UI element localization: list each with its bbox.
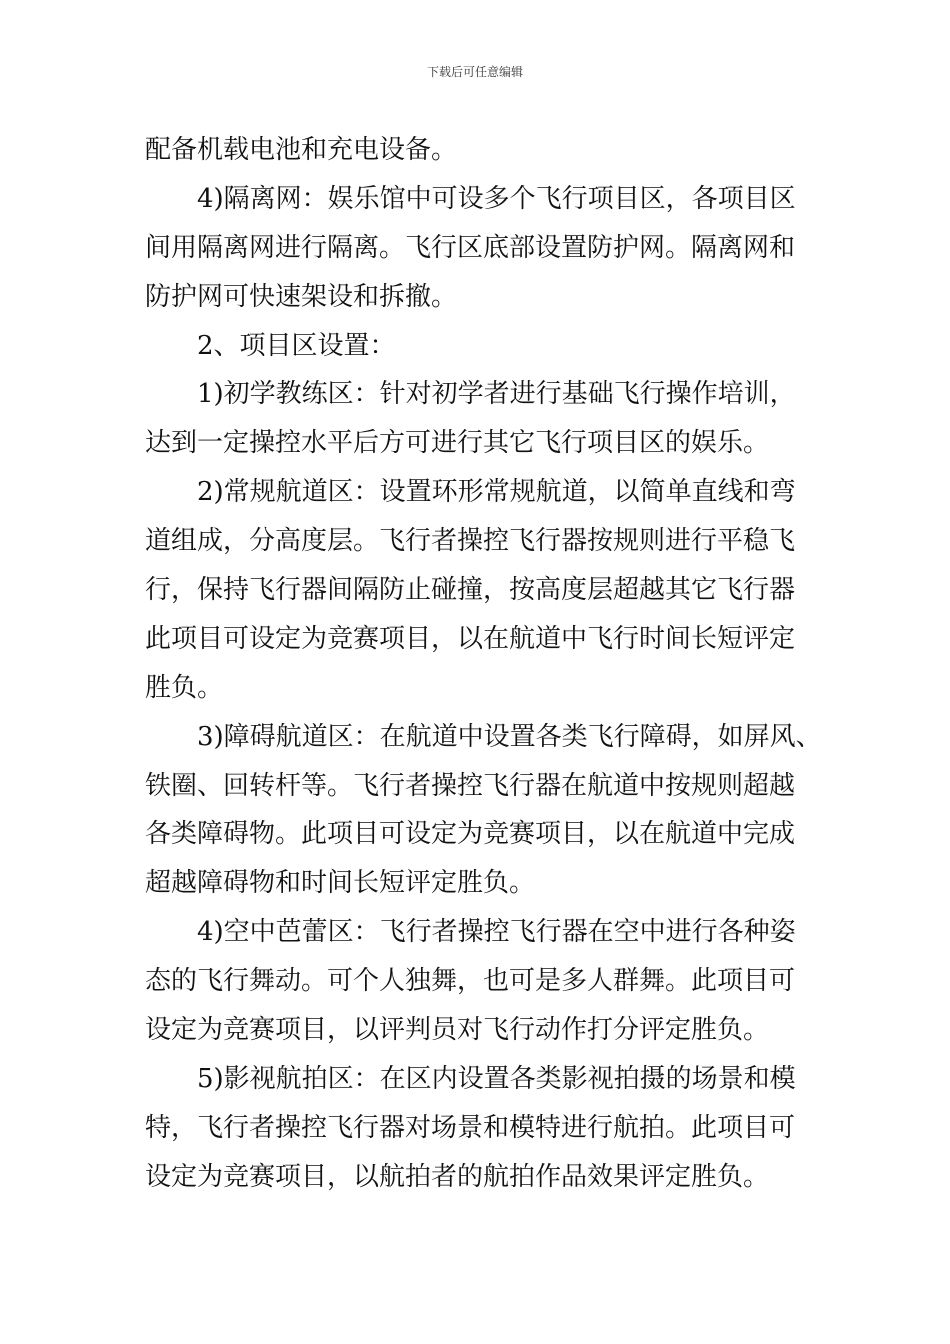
text-line: 配备机载电池和充电设备。 — [145, 135, 458, 165]
text-line: 间用隔离网进行隔离。飞行区底部设置防护网。隔离网和 — [145, 232, 796, 263]
text-line: 达到一定操控水平后方可进行其它飞行项目区的娱乐。 — [145, 428, 770, 459]
text-line: 行，保持飞行器间隔防止碰撞，按高度层超越其它飞行器 — [145, 575, 796, 606]
text-line: 5)影视航拍区：在区内设置各类影视拍摄的场景和模 — [197, 1063, 796, 1094]
page-header: 下载后可任意编辑 — [426, 65, 523, 79]
text-line: 此项目可设定为竞赛项目，以在航道中飞行时间长短评定 — [145, 623, 796, 654]
text-line: 特，飞行者操控飞行器对场景和模特进行航拍。此项目可 — [145, 1112, 796, 1143]
section-heading: 2、项目区设置： — [197, 330, 396, 361]
text-line: 道组成，分高度层。飞行者操控飞行器按规则进行平稳飞 — [145, 526, 796, 557]
text-line: 1)初学教练区：针对初学者进行基础飞行操作培训， — [197, 379, 796, 410]
text-line: 设定为竞赛项目，以评判员对飞行动作打分评定胜负。 — [145, 1015, 770, 1046]
text-line: 态的飞行舞动。可个人独舞，也可是多人群舞。此项目可 — [145, 966, 796, 997]
document-body — [145, 126, 825, 1202]
text-line: 2)常规航道区：设置环形常规航道，以简单直线和弯 — [197, 477, 796, 508]
text-line: 超越障碍物和时间长短评定胜负。 — [145, 868, 536, 899]
text-line: 胜负。 — [145, 672, 224, 703]
text-line: 铁圈、回转杆等。飞行者操控飞行器在航道中按规则超越 — [145, 770, 796, 801]
text-line: 各类障碍物。此项目可设定为竞赛项目，以在航道中完成 — [145, 819, 796, 850]
text-line: 设定为竞赛项目，以航拍者的航拍作品效果评定胜负。 — [145, 1161, 770, 1192]
text-line: 4)隔离网：娱乐馆中可设多个飞行项目区，各项目区 — [197, 183, 796, 214]
text-line: 4)空中芭蕾区：飞行者操控飞行器在空中进行各种姿 — [197, 917, 796, 948]
text-line: 3)障碍航道区：在航道中设置各类飞行障碍，如屏风、 — [197, 721, 822, 752]
text-line: 防护网可快速架设和拆撤。 — [145, 281, 458, 312]
